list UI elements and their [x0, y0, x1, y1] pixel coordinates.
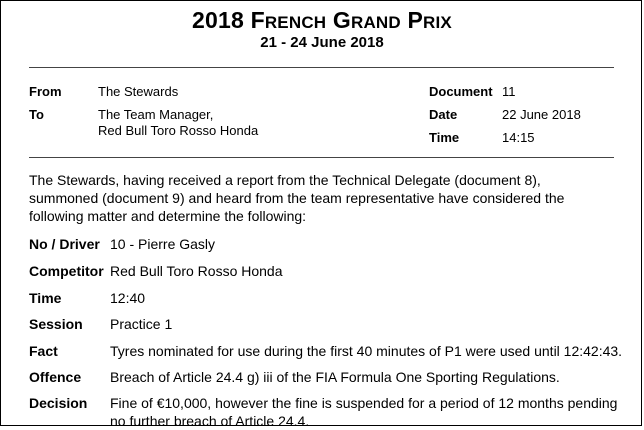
decision-label: Decision — [29, 395, 88, 411]
competitor-label: Competitor — [29, 263, 104, 279]
fact-value: Tyres nominated for use during the first 40 minutes of P1 were used until 12:42:43. — [110, 343, 623, 359]
session-value: Practice 1 — [110, 316, 173, 332]
document-number: 11 — [502, 84, 516, 99]
top-divider — [29, 67, 614, 68]
date-value: 22 June 2018 — [502, 107, 581, 122]
intro-paragraph: The Stewards, having received a report from the Technical Delegate (document 8), summoned (document 9) and heard from the team representative have considered the following matter and determine the following: — [29, 172, 565, 224]
incident-time-label: Time — [29, 290, 62, 306]
bottom-divider — [29, 157, 614, 158]
session-label: Session — [29, 316, 83, 332]
driver-label: No / Driver — [29, 236, 100, 252]
time-label: Time — [429, 130, 460, 145]
competitor-value: Red Bull Toro Rosso Honda — [110, 263, 283, 279]
time-value: 14:15 — [502, 130, 535, 145]
to-value-line2: Red Bull Toro Rosso Honda — [98, 123, 259, 138]
document-label: Document — [429, 84, 493, 99]
to-value-line1: The Team Manager, — [98, 107, 214, 122]
fact-label: Fact — [29, 343, 58, 359]
incident-time-value: 12:40 — [110, 290, 146, 306]
from-value: The Stewards — [98, 84, 179, 99]
driver-value: 10 - Pierre Gasly — [110, 236, 216, 252]
event-dates: 21 - 24 June 2018 — [260, 34, 384, 51]
date-label: Date — [429, 107, 458, 122]
offence-label: Offence — [29, 369, 82, 385]
to-label: To — [29, 107, 44, 122]
document-title: 2018 FRENCH GRAND PRIX — [192, 7, 452, 33]
from-label: From — [29, 84, 62, 99]
offence-value: Breach of Article 24.4 g) iii of the FIA Formula One Sporting Regulations. — [110, 369, 560, 385]
decision-value: Fine of €10,000, however the fine is suspended for a period of 12 months pending no further breach of Article 24.4. — [110, 395, 618, 429]
